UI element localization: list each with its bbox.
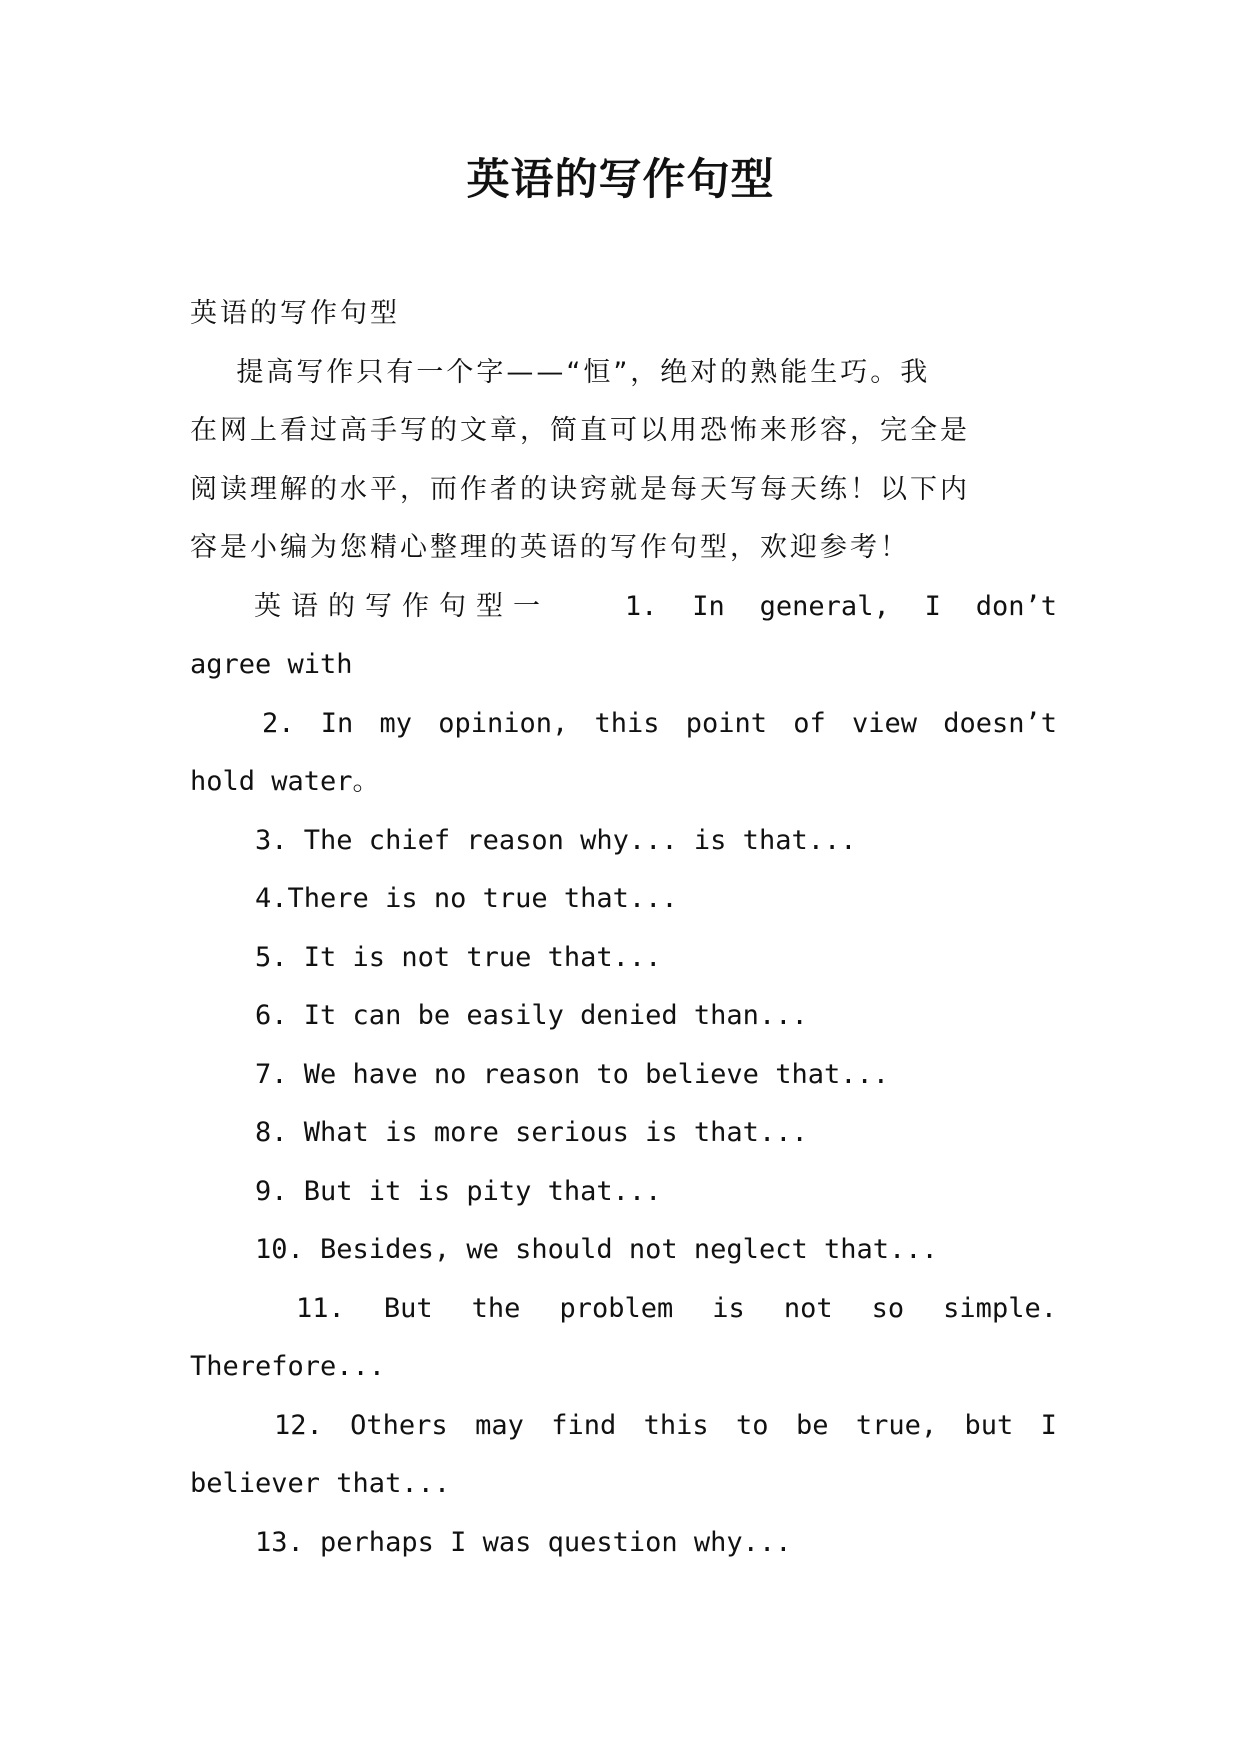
intro-line: 在网上看过高手写的文章，简直可以用恐怖来形容，完全是	[190, 415, 970, 446]
intro-line: 容是小编为您精心整理的英语的写作句型，欢迎参考！	[190, 532, 910, 563]
list-item-continuation: Therefore...	[190, 1351, 386, 1382]
list-item: 7. We have no reason to believe that...	[190, 1058, 889, 1090]
intro-line: 提高写作只有一个字——“恒”，绝对的熟能生巧。我	[190, 356, 931, 388]
list-item: 2. In my opinion, this point of view doesn’t	[262, 707, 1057, 739]
document-title: 英语的写作句型	[466, 155, 775, 205]
list-item: 12. Others may find this to be true, but I	[274, 1409, 1057, 1441]
list-item-continuation: believer that...	[190, 1468, 451, 1499]
list-item-continuation: hold water。	[190, 766, 380, 797]
list-item-continuation: agree with	[190, 649, 353, 680]
list-item: 13. perhaps I was question why...	[190, 1526, 792, 1558]
document-body	[190, 285, 1057, 1572]
list-item: 9. But it is pity that...	[190, 1175, 662, 1207]
list-item: 11. But the problem is not so simple.	[296, 1292, 1057, 1324]
section-heading: 英语的写作句型一	[254, 590, 550, 622]
list-item: 4.There is no true that...	[190, 883, 678, 914]
list-item: 英语的写作句型一 1. In general, I don’t	[190, 578, 1057, 637]
list-item: 3. The chief reason why... is that...	[190, 824, 857, 856]
list-item: 5. It is not true that...	[190, 941, 662, 973]
list-item: 6. It can be easily denied than...	[190, 1000, 808, 1031]
subtitle: 英语的写作句型	[190, 298, 400, 329]
intro-line: 阅读理解的水平，而作者的诀窍就是每天写每天练！以下内	[190, 473, 970, 505]
list-item: 8. What is more serious is that...	[190, 1117, 808, 1148]
list-item: 10. Besides, we should not neglect that...	[190, 1234, 938, 1265]
